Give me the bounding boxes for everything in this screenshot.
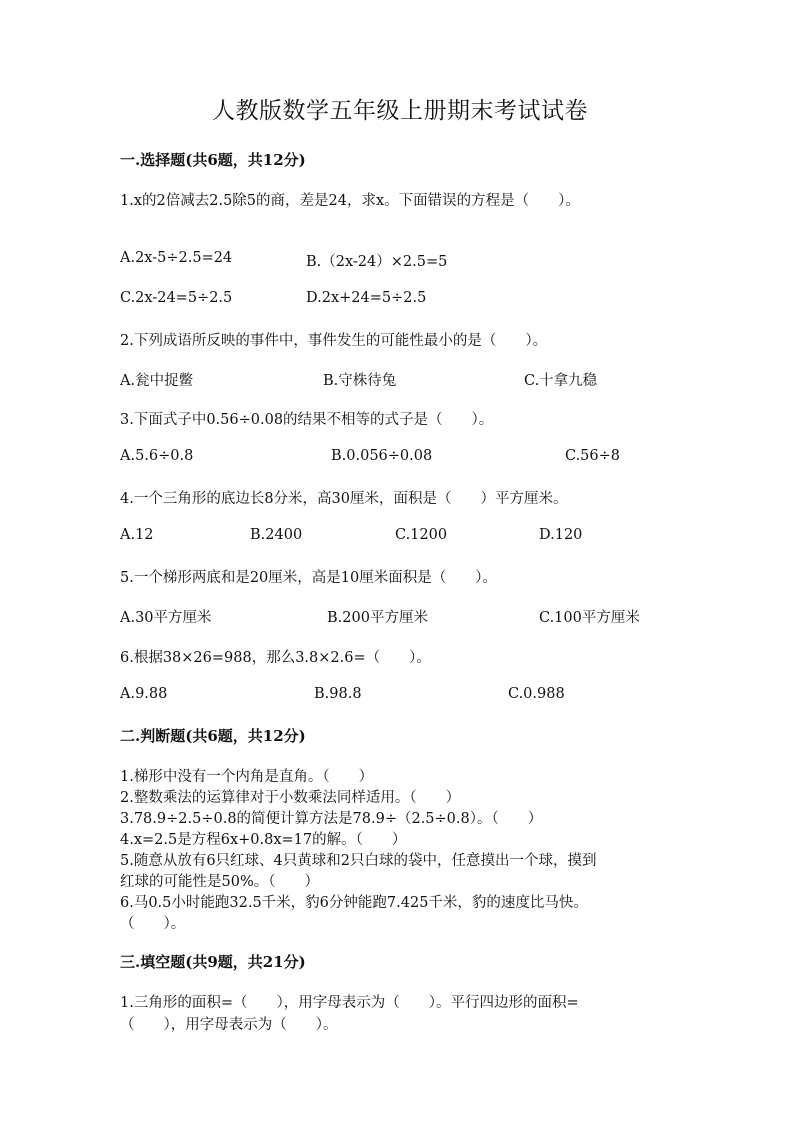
question-6-option-b: B.98.8 bbox=[314, 686, 362, 702]
section-heading-choice: 一.选择题(共6题，共12分) bbox=[120, 151, 306, 169]
question-4-option-c: C.1200 bbox=[395, 527, 448, 543]
question-5-option-a: A.30平方厘米 bbox=[120, 610, 212, 626]
question-2-stem: 2.下列成语所反映的事件中，事件发生的可能性最小的是（ ）。 bbox=[120, 333, 548, 349]
question-1-option-d: D.2x+24=5÷2.5 bbox=[306, 290, 427, 306]
question-6-option-c: C.0.988 bbox=[508, 686, 565, 702]
section-heading-fill-blank: 三.填空题(共9题，共21分) bbox=[120, 953, 306, 971]
question-1-option-a: A.2x-5÷2.5=24 bbox=[120, 250, 233, 266]
section-heading-true-false: 二.判断题(共6题，共12分) bbox=[120, 727, 306, 745]
judge-item-5-line-1: 5.随意从放有6只红球、4只黄球和2只白球的袋中，任意摸出一个球，摸到 bbox=[120, 853, 597, 869]
question-3-option-c: C.56÷8 bbox=[565, 448, 621, 464]
judge-item-4: 4.x=2.5是方程6x+0.8x=17的解。（ ） bbox=[120, 832, 407, 848]
fill-item-1-line-1: 1.三角形的面积=（ ），用字母表示为（ ）。平行四边形的面积= bbox=[120, 995, 579, 1011]
question-5-option-c: C.100平方厘米 bbox=[539, 610, 640, 626]
question-3-option-a: A.5.6÷0.8 bbox=[120, 448, 194, 464]
judge-item-5-line-2: 红球的可能性是50%。（ ） bbox=[120, 874, 319, 890]
question-3-stem: 3.下面式子中0.56÷0.08的结果不相等的式子是（ ）。 bbox=[120, 412, 494, 428]
question-5-option-b: B.200平方厘米 bbox=[327, 610, 428, 626]
question-3-option-b: B.0.056÷0.08 bbox=[331, 448, 433, 464]
judge-item-6-line-2: （ ）。 bbox=[120, 916, 186, 932]
exam-title: 人教版数学五年级上册期末考试试卷 bbox=[212, 98, 588, 124]
question-2-option-b: B.守株待兔 bbox=[323, 373, 397, 389]
question-4-stem: 4.一个三角形的底边长8分米，高30厘米，面积是（ ）平方厘米。 bbox=[120, 491, 568, 507]
question-1-option-c: C.2x-24=5÷2.5 bbox=[120, 290, 233, 306]
judge-item-2: 2.整数乘法的运算律对于小数乘法同样适用。（ ） bbox=[120, 790, 461, 806]
question-2-option-c: C.十拿九稳 bbox=[524, 373, 598, 389]
question-6-option-a: A.9.88 bbox=[120, 686, 168, 702]
question-6-stem: 6.根据38×26=988，那么3.8×2.6=（ ）。 bbox=[120, 650, 431, 666]
question-1-stem: 1.x的2倍减去2.5除5的商，差是24，求x。下面错误的方程是（ ）。 bbox=[120, 193, 580, 209]
question-4-option-d: D.120 bbox=[539, 527, 583, 543]
question-4-option-a: A.12 bbox=[120, 527, 154, 543]
question-1-option-b: B.（2x-24）×2.5=5 bbox=[306, 254, 448, 270]
judge-item-6-line-1: 6.马0.5小时能跑32.5千米，豹6分钟能跑7.425千米，豹的速度比马快。 bbox=[120, 895, 588, 911]
question-5-stem: 5.一个梯形两底和是20厘米，高是10厘米面积是（ ）。 bbox=[120, 570, 497, 586]
question-2-option-a: A.瓮中捉鳖 bbox=[120, 373, 194, 389]
fill-item-1-line-2: （ ），用字母表示为（ ）。 bbox=[120, 1017, 338, 1033]
question-4-option-b: B.2400 bbox=[250, 527, 303, 543]
judge-item-3: 3.78.9÷2.5÷0.8的简便计算方法是78.9÷（2.5÷0.8）。（ ） bbox=[120, 811, 543, 827]
judge-item-1: 1.梯形中没有一个内角是直角。（ ） bbox=[120, 769, 374, 785]
